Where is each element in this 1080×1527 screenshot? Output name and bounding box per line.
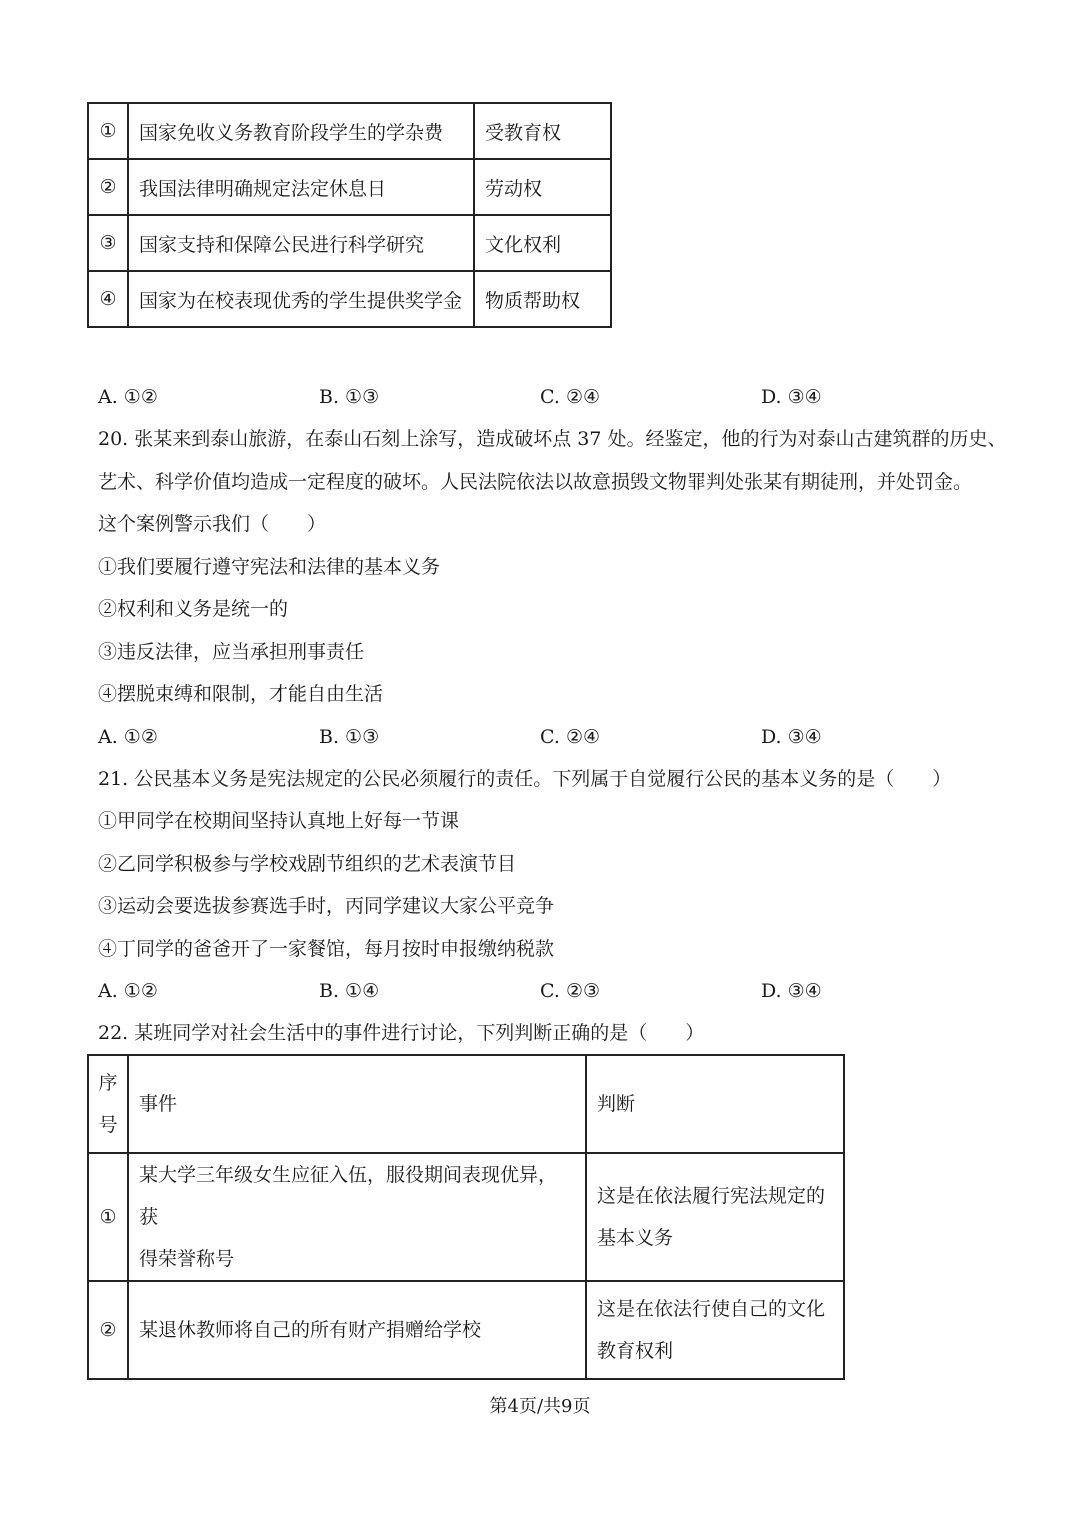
row-judgement	[586, 1281, 844, 1379]
row-right: 劳动权	[474, 159, 611, 215]
row-event: 国家为在校表现优秀的学生提供奖学金	[128, 271, 474, 327]
events-table	[87, 1054, 845, 1380]
option-c: C. ②④	[540, 726, 601, 748]
option-c: C. ②④	[540, 386, 601, 408]
row-event	[128, 1153, 586, 1281]
row-judgement	[586, 1153, 844, 1281]
row-judgement-line2: 教育权利	[597, 1340, 674, 1362]
option-d: D. ③④	[761, 980, 822, 1002]
row-number: ③	[88, 215, 128, 271]
rights-table	[87, 102, 612, 328]
row-number: ①	[88, 1153, 128, 1281]
page-footer: 第4页/共9页	[489, 1396, 591, 1417]
q20-stem-line1: 20. 张某来到泰山旅游，在泰山石刻上涂写，造成破坏点 37 处。经鉴定，他的行为对泰山古建筑群的历史、	[98, 428, 1007, 450]
table-row	[88, 1281, 844, 1379]
table-row	[88, 215, 611, 271]
q21-item-3: ③运动会要选拔参赛选手时，丙同学建议大家公平竞争	[98, 895, 555, 917]
table-header-row	[88, 1055, 844, 1153]
table-row	[88, 103, 611, 159]
row-event: 国家支持和保障公民进行科学研究	[128, 215, 474, 271]
header-judgement: 判断	[586, 1055, 844, 1153]
option-b: B. ①④	[319, 980, 380, 1002]
row-number: ④	[88, 271, 128, 327]
row-judgement-line1: 这是在依法行使自己的文化	[597, 1298, 826, 1320]
table-row	[88, 1153, 844, 1281]
q20-item-1: ①我们要履行遵守宪法和法律的基本义务	[98, 556, 441, 578]
table-row	[88, 159, 611, 215]
row-right: 物质帮助权	[474, 271, 611, 327]
q20-item-4: ④摆脱束缚和限制，才能自由生活	[98, 683, 384, 705]
option-a: A. ①②	[98, 980, 158, 1002]
q20-item-2: ②权利和义务是统一的	[98, 598, 289, 620]
header-number	[88, 1055, 128, 1153]
option-b: B. ①③	[319, 726, 380, 748]
q21-item-1: ①甲同学在校期间坚持认真地上好每一节课	[98, 810, 460, 832]
q21-stem: 21. 公民基本义务是宪法规定的公民必须履行的责任。下列属于自觉履行公民的基本义务的是（ ）	[98, 768, 952, 790]
q22-stem: 22. 某班同学对社会生活中的事件进行讨论，下列判断正确的是（ ）	[98, 1022, 705, 1044]
row-judgement-line2: 基本义务	[597, 1227, 674, 1249]
row-event-line2: 得荣誉称号	[139, 1248, 235, 1270]
option-d: D. ③④	[761, 386, 822, 408]
row-judgement-line1: 这是在依法履行宪法规定的	[597, 1185, 826, 1207]
table-row	[88, 271, 611, 327]
row-event-line1: 某大学三年级女生应征入伍，服役期间表现优异，获	[139, 1164, 558, 1228]
option-d: D. ③④	[761, 726, 822, 748]
row-right: 受教育权	[474, 103, 611, 159]
row-number: ②	[88, 159, 128, 215]
option-c: C. ②③	[540, 980, 601, 1002]
row-number: ②	[88, 1281, 128, 1379]
header-number-line2: 号	[98, 1114, 118, 1136]
q20-item-3: ③违反法律，应当承担刑事责任	[98, 641, 365, 663]
header-number-line1: 序	[98, 1072, 118, 1094]
row-number: ①	[88, 103, 128, 159]
q20-stem-line2: 艺术、科学价值均造成一定程度的破坏。人民法院依法以故意损毁文物罪判处张某有期徒刑，并处罚金。	[98, 471, 973, 493]
row-event: 某退休教师将自己的所有财产捐赠给学校	[128, 1281, 586, 1379]
option-a: A. ①②	[98, 386, 158, 408]
q21-item-2: ②乙同学积极参与学校戏剧节组织的艺术表演节目	[98, 853, 517, 875]
row-event: 我国法律明确规定法定休息日	[128, 159, 474, 215]
q20-stem-line3: 这个案例警示我们（ ）	[98, 513, 327, 535]
row-event: 国家免收义务教育阶段学生的学杂费	[128, 103, 474, 159]
row-right: 文化权利	[474, 215, 611, 271]
option-a: A. ①②	[98, 726, 158, 748]
option-b: B. ①③	[319, 386, 380, 408]
header-event: 事件	[128, 1055, 586, 1153]
q21-item-4: ④丁同学的爸爸开了一家餐馆，每月按时申报缴纳税款	[98, 938, 555, 960]
